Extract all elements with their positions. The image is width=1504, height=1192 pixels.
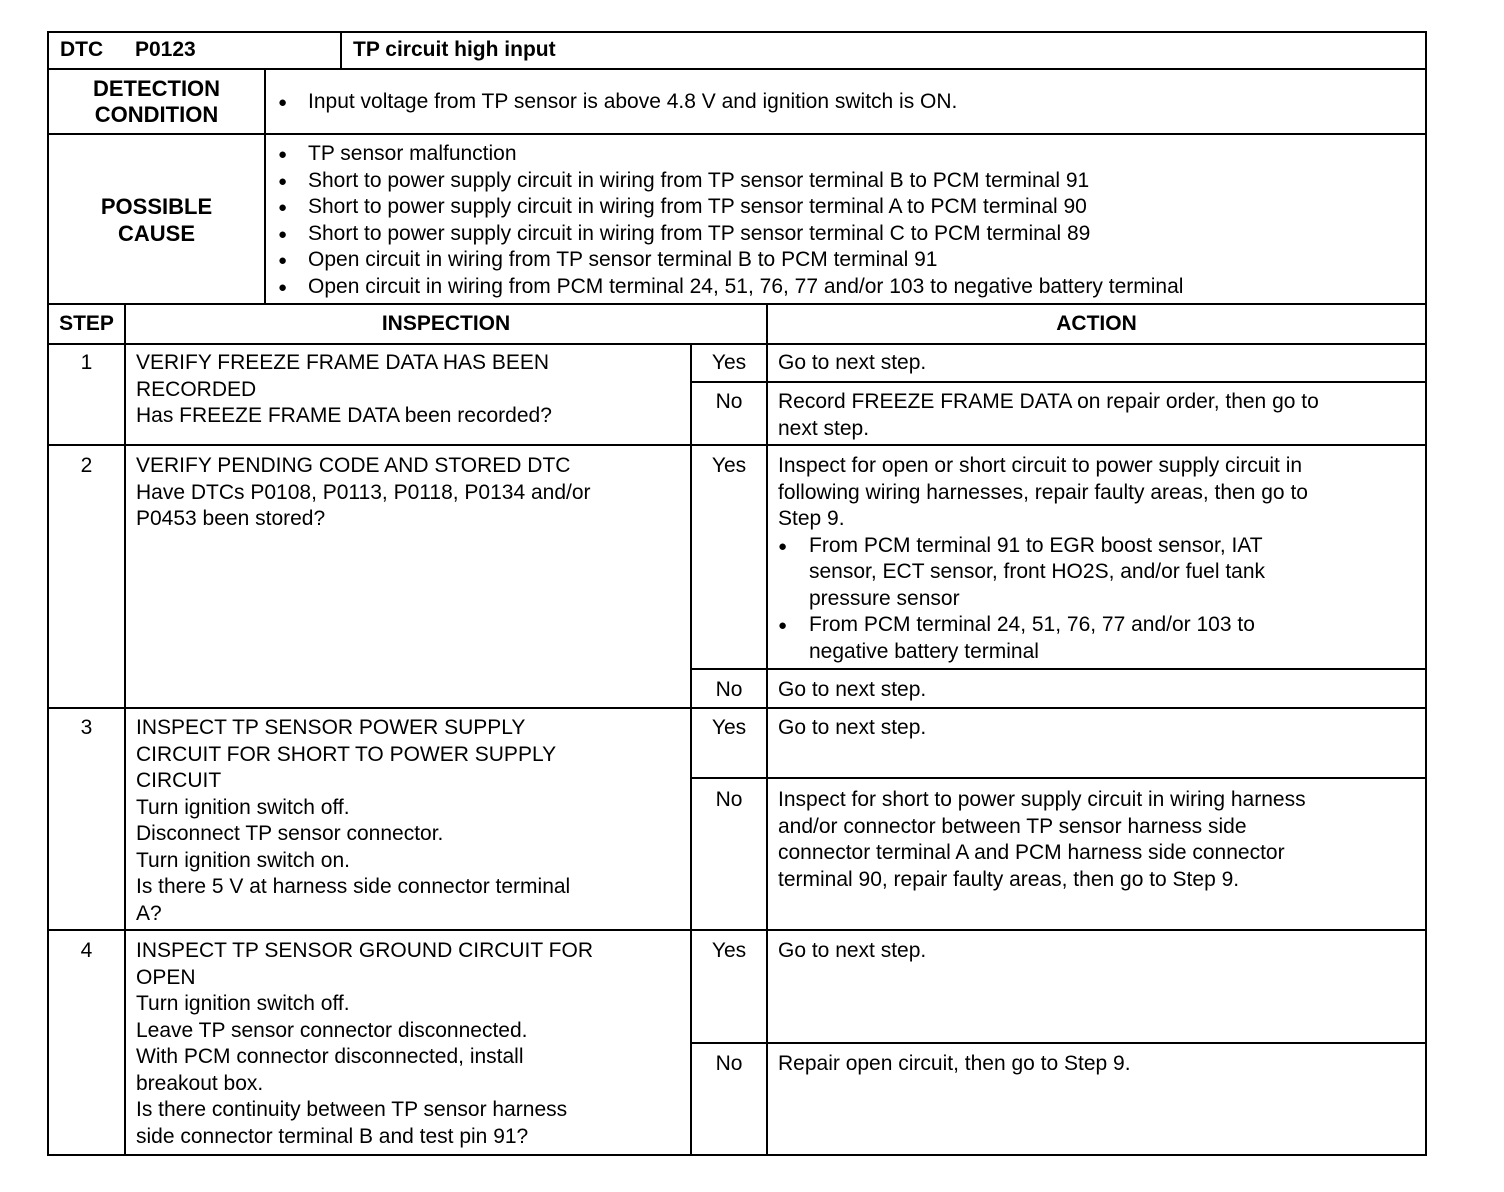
no-label: No [715, 390, 743, 413]
no-label: No [715, 1052, 743, 1075]
dtc-code: P0123 [135, 38, 196, 61]
rule-header [47, 68, 1427, 70]
list-item: ● From PCM terminal 24, 51, 76, 77 and/or 103 to negative battery terminal [768, 612, 1423, 665]
list-item: ● Open circuit in wiring from TP sensor terminal B to PCM terminal 91 [268, 247, 1418, 274]
col-header-inspection: INSPECTION [381, 312, 511, 335]
step-action-no: Record FREEZE FRAME DATA on repair order, then go to next step. [778, 390, 1319, 440]
step-inspection: INSPECT TP SENSOR POWER SUPPLY CIRCUIT FOR SHORT TO POWER SUPPLY CIRCUIT Turn ignition switch off. Disconnect TP sensor connector. Turn ignition switch on. Is there 5 V at harness side connector terminal A? [136, 716, 571, 925]
dtc-label: DTC [60, 38, 104, 61]
list-item: ● Open circuit in wiring from PCM terminal 24, 51, 76, 77 and/or 103 to negative battery terminal [268, 274, 1418, 301]
list-item: ● From PCM terminal 91 to EGR boost sensor, IAT sensor, ECT sensor, front HO2S, and/or fuel tank pressure sensor [768, 533, 1423, 613]
yes-label: Yes [711, 716, 747, 739]
step-number: 2 [80, 454, 93, 477]
list-item: ● Short to power supply circuit in wiring from TP sensor terminal A to PCM terminal 90 [268, 194, 1418, 221]
detection-label: DETECTION CONDITION [92, 76, 221, 127]
col-header-action: ACTION [1056, 312, 1137, 335]
yes-label: Yes [711, 939, 747, 962]
rule-step2 [47, 707, 1427, 709]
rule-v-header [340, 31, 342, 69]
list-item: ● Short to power supply circuit in wiring from TP sensor terminal C to PCM terminal 89 [268, 221, 1418, 248]
rule-v-step [124, 303, 126, 1156]
rule-v-labels [264, 68, 266, 304]
rule-step3-yesno [690, 777, 1427, 779]
possible-cause-list [268, 141, 1418, 300]
step-inspection: VERIFY FREEZE FRAME DATA HAS BEEN RECORDED Has FREEZE FRAME DATA been recorded? [136, 351, 552, 427]
col-header-step: STEP [59, 312, 114, 335]
list-item: ● TP sensor malfunction [268, 141, 1418, 168]
rule-v-action [766, 303, 768, 1156]
page-title: TP circuit high input [353, 38, 556, 61]
step-action-no: Repair open circuit, then go to Step 9. [778, 1052, 1131, 1075]
step-number: 4 [80, 939, 93, 962]
rule-colheads [47, 343, 1427, 345]
rule-cause [47, 303, 1427, 305]
rule-step1 [47, 444, 1427, 446]
no-label: No [715, 678, 743, 701]
detection-text: ● Input voltage from TP sensor is above 4.8 V and ignition switch is ON. [268, 89, 1418, 116]
possible-cause-label: POSSIBLE CAUSE [100, 194, 213, 246]
step-number: 3 [80, 716, 93, 739]
yes-label: Yes [711, 351, 747, 374]
list-item: ● Short to power supply circuit in wiring from TP sensor terminal B to PCM terminal 91 [268, 168, 1418, 195]
step-action-no: Inspect for short to power supply circuit in wiring harness and/or connector between TP sensor harness side connector terminal A and PCM harness side connector terminal 90, repair faulty areas, then go to Step 9. [778, 788, 1306, 891]
step-action-yes: Go to next step. [778, 351, 927, 374]
step-inspection: INSPECT TP SENSOR GROUND CIRCUIT FOR OPEN Turn ignition switch off. Leave TP sensor connector disconnected. With PCM connector disconnected, install breakout box. Is there continuity between TP sensor harness side connector terminal B and test pin 91? [136, 939, 594, 1148]
rule-detection [47, 133, 1427, 135]
step-action-yes: Go to next step. [778, 716, 927, 739]
no-label: No [715, 788, 743, 811]
step-number: 1 [80, 351, 93, 374]
step-action-no: Go to next step. [778, 678, 927, 701]
rule-step4-yesno [690, 1042, 1427, 1044]
yes-label: Yes [711, 454, 747, 477]
step-action-yes: Go to next step. [778, 939, 927, 962]
rule-step1-yesno [690, 381, 1427, 383]
rule-step3 [47, 929, 1427, 931]
step-inspection: VERIFY PENDING CODE AND STORED DTC Have DTCs P0108, P0113, P0118, P0134 and/or P0453 been stored? [136, 454, 591, 530]
step-action-yes: Inspect for open or short circuit to power supply circuit in following wiring harnesses, repair faulty areas, then go to Step 9. ● From PCM terminal 91 to EGR boost sensor, IAT sensor, ECT sensor, front HO2S, and/or fuel tank pressure sensor ● From PCM terminal 24, 51, 76, 77 and/or 103 to negative battery terminal [778, 453, 1423, 665]
rule-step2-yesno [690, 668, 1427, 670]
